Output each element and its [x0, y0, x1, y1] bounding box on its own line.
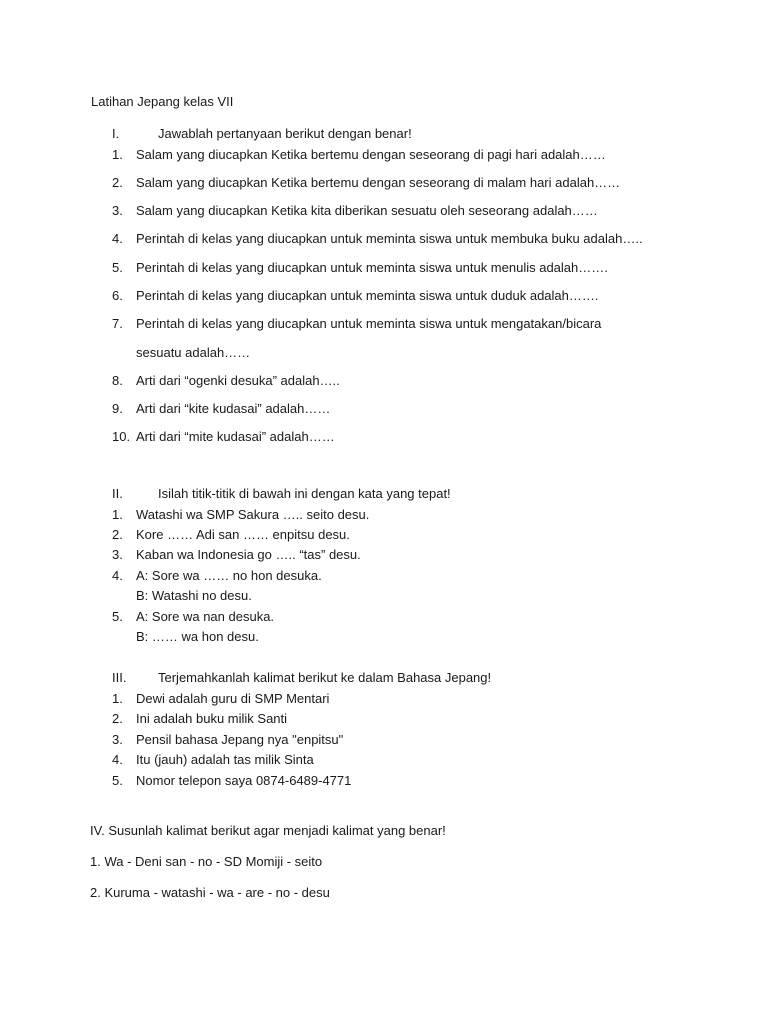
question-number: 8. — [112, 373, 123, 388]
question-number: 1. — [112, 691, 123, 706]
question-text: A: Sore wa nan desuka. — [136, 609, 275, 624]
question-number: 2. — [112, 175, 123, 190]
question-text: Perintah di kelas yang diucapkan untuk meminta siswa untuk menulis adalah……. — [136, 260, 608, 275]
question-2-1 — [112, 507, 369, 522]
question-text: Ini adalah buku milik Santi — [136, 711, 288, 726]
question-1-1 — [112, 147, 606, 162]
question-3-1 — [112, 691, 329, 706]
question-text: A: Sore wa …… no hon desuka. — [136, 568, 322, 583]
section-1-title: Jawablah pertanyaan berikut dengan benar! — [158, 126, 412, 141]
question-2-3 — [112, 547, 361, 562]
question-number: 4. — [112, 752, 123, 767]
question-text: Perintah di kelas yang diucapkan untuk meminta siswa untuk membuka buku adalah….. — [136, 231, 643, 246]
question-number: 1. — [112, 507, 123, 522]
section-2-numeral: II. — [112, 486, 123, 501]
question-text: Salam yang diucapkan Ketika bertemu dengan seseorang di malam hari adalah…… — [136, 175, 621, 190]
question-text: Watashi wa SMP Sakura ….. seito desu. — [136, 507, 370, 522]
question-2-5-continuation: B: …… wa hon desu. — [136, 629, 259, 644]
question-text: Kore …… Adi san …… enpitsu desu. — [136, 527, 350, 542]
question-text: Perintah di kelas yang diucapkan untuk meminta siswa untuk duduk adalah……. — [136, 288, 599, 303]
question-text: Arti dari “mite kudasai” adalah…… — [136, 429, 335, 444]
question-1-4 — [112, 231, 643, 246]
question-number: 10. — [112, 429, 131, 444]
question-3-4 — [112, 752, 314, 767]
question-text: Nomor telepon saya 0874-6489-4771 — [136, 773, 352, 788]
question-number: 4. — [112, 568, 123, 583]
question-number: 2. — [112, 711, 123, 726]
section-3-numeral: III. — [112, 670, 127, 685]
question-1-8 — [112, 373, 340, 388]
section-1-numeral: I. — [112, 126, 120, 141]
section-2-heading — [112, 486, 451, 501]
question-number: 7. — [112, 316, 123, 331]
section-4-heading: IV. Susunlah kalimat berikut agar menjadi kalimat yang benar! — [90, 823, 446, 838]
question-1-7 — [112, 316, 601, 331]
question-1-9 — [112, 401, 330, 416]
question-2-2 — [112, 527, 350, 542]
question-4-2: 2. Kuruma - watashi - wa - are - no - desu — [90, 885, 330, 900]
question-1-2 — [112, 175, 620, 190]
question-1-5 — [112, 260, 608, 275]
question-1-6 — [112, 288, 599, 303]
question-number: 1. — [112, 147, 123, 162]
section-2-title: Isilah titik-titik di bawah ini dengan kata yang tepat! — [158, 486, 451, 501]
question-number: 3. — [112, 203, 123, 218]
question-number: 5. — [112, 609, 123, 624]
question-text: Kaban wa Indonesia go ….. “tas” desu. — [136, 547, 361, 562]
question-1-7-continuation: sesuatu adalah…… — [136, 345, 251, 360]
question-number: 5. — [112, 260, 123, 275]
question-number: 4. — [112, 231, 123, 246]
question-text: Salam yang diucapkan Ketika bertemu dengan seseorang di pagi hari adalah…… — [136, 147, 606, 162]
question-text: Salam yang diucapkan Ketika kita diberikan sesuatu oleh seseorang adalah…… — [136, 203, 598, 218]
question-2-4-continuation: B: Watashi no desu. — [136, 588, 252, 603]
question-4-1: 1. Wa - Deni san - no - SD Momiji - seito — [90, 854, 323, 869]
question-text: Arti dari “ogenki desuka” adalah….. — [136, 373, 340, 388]
question-number: 9. — [112, 401, 123, 416]
question-3-2 — [112, 711, 287, 726]
question-text: Arti dari “kite kudasai” adalah…… — [136, 401, 331, 416]
question-2-5 — [112, 609, 274, 624]
question-3-3 — [112, 732, 343, 747]
question-text: Pensil bahasa Jepang nya "enpitsu" — [136, 732, 344, 747]
question-text: Dewi adalah guru di SMP Mentari — [136, 691, 330, 706]
question-number: 3. — [112, 547, 123, 562]
question-1-3 — [112, 203, 598, 218]
page-title: Latihan Jepang kelas VII — [91, 94, 234, 109]
question-number: 5. — [112, 773, 123, 788]
question-text: Perintah di kelas yang diucapkan untuk meminta siswa untuk mengatakan/bicara — [136, 316, 602, 331]
question-1-10 — [112, 429, 335, 444]
section-3-heading — [112, 670, 491, 685]
section-3-title: Terjemahkanlah kalimat berikut ke dalam Bahasa Jepang! — [158, 670, 492, 685]
question-text: Itu (jauh) adalah tas milik Sinta — [136, 752, 314, 767]
question-number: 3. — [112, 732, 123, 747]
question-number: 2. — [112, 527, 123, 542]
question-number: 6. — [112, 288, 123, 303]
section-1-heading — [112, 126, 412, 141]
question-3-5 — [112, 773, 351, 788]
question-2-4 — [112, 568, 322, 583]
